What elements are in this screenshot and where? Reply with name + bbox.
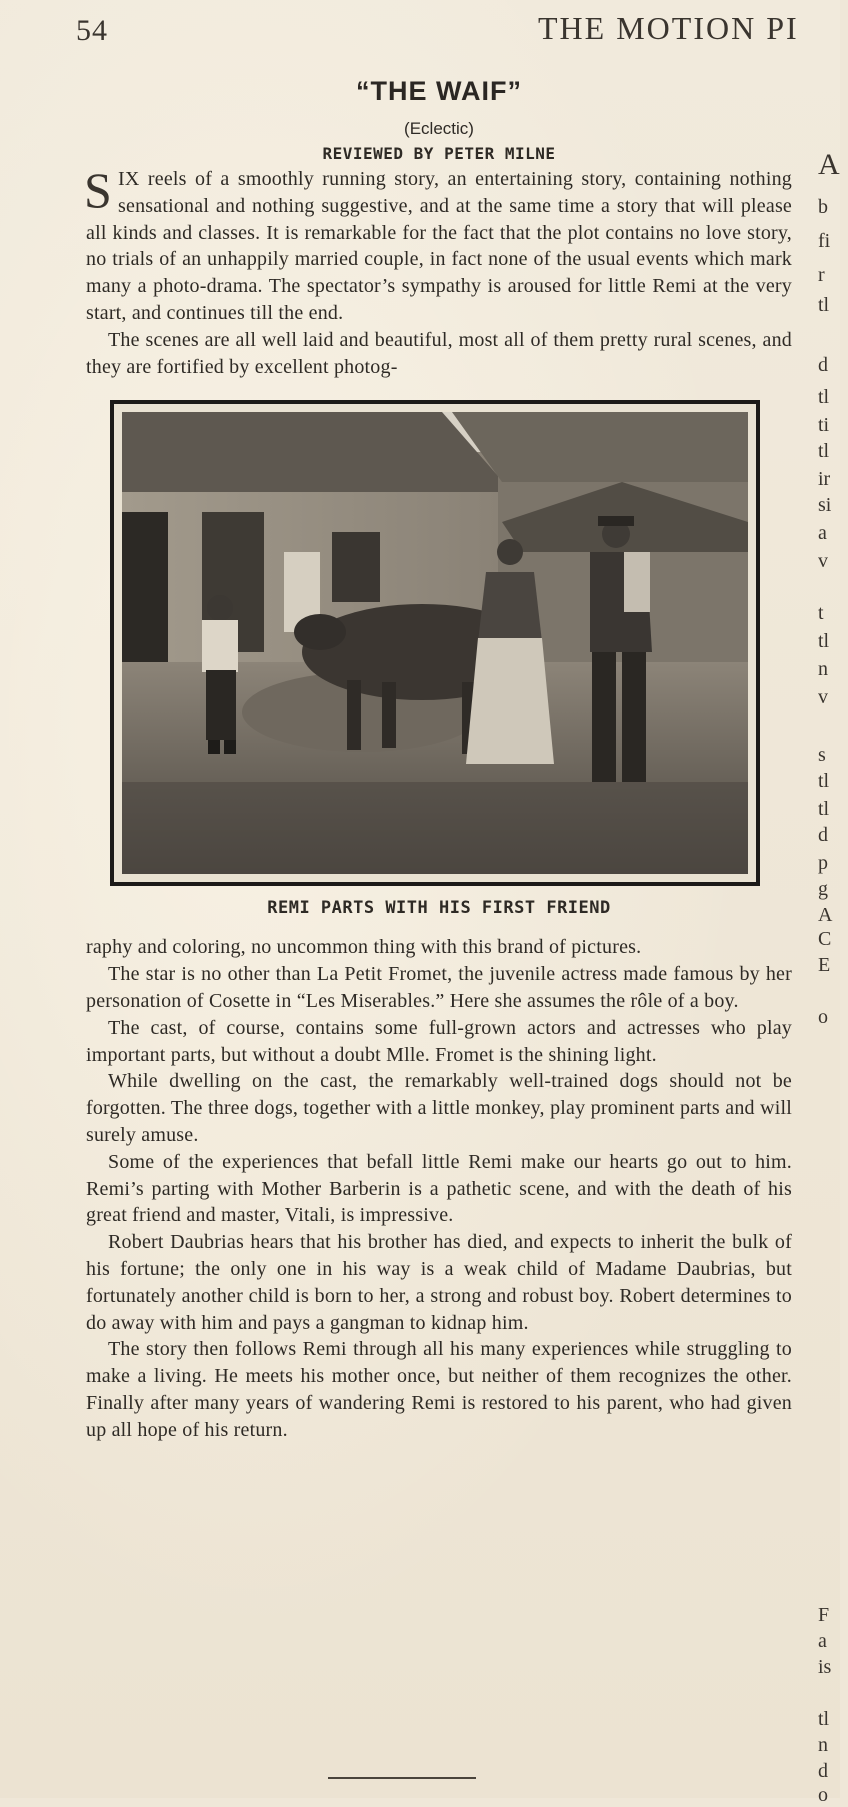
article-title: “THE WAIF” — [356, 76, 522, 106]
article-subtitle: (Eclectic) — [404, 119, 474, 138]
column-fragment: d — [818, 354, 828, 376]
column-fragment: a — [818, 1630, 827, 1652]
column-fragment: A — [818, 148, 840, 181]
article-body-bottom — [86, 934, 792, 1443]
paragraph: Some of the experiences that befall little Remi make our hearts go out to him. Remi’s parting with Mother Barberin is a pathetic scene, and with the death of his great friend and master, Vitali, is impressive. — [86, 1150, 792, 1227]
column-fragment: d — [818, 824, 828, 846]
column-fragment: fi — [818, 230, 831, 252]
column-fragment: tl — [818, 440, 830, 462]
column-fragment: tl — [818, 294, 830, 316]
paragraph-text: IX reels of a smoothly running story, an entertaining story, containing nothing sensational and nothing suggestive, and at the same time a story that will please all kinds and classes. It is remarkable for the fact that the plot contains no love story, no trials of an unhappily married couple, in fact none of the usual events which mark many a photo-drama. The spectator’s sympathy is aroused for little Remi at the very start, and continues till the end. — [86, 168, 792, 324]
paragraph — [84, 162, 792, 327]
column-fragment: tl — [818, 770, 830, 792]
column-fragment: v — [818, 550, 828, 572]
column-fragment: ir — [818, 468, 831, 490]
column-fragment: b — [818, 196, 828, 218]
paragraph: The star is no other than La Petit Fromet, the juvenile actress made famous by her personation of Cosette in “Les Miserables.” Here she assumes the rôle of a boy. — [86, 963, 792, 1012]
column-fragment: n — [818, 1734, 828, 1756]
column-fragment: tl — [818, 630, 830, 652]
column-fragment: A — [818, 904, 833, 926]
paragraph: raphy and coloring, no uncommon thing with this brand of pictures. — [86, 936, 642, 959]
column-fragment: r — [818, 264, 825, 286]
column-fragment: tl — [818, 1708, 830, 1730]
column-fragment: p — [818, 852, 828, 874]
page-number: 54 — [76, 14, 108, 47]
column-fragment: o — [818, 1006, 828, 1028]
adjacent-column-fragment — [818, 148, 848, 1806]
column-fragment: tl — [818, 798, 830, 820]
paragraph: The scenes are all well laid and beautiful, most all of them pretty rural scenes, and they are fortified by excellent photog- — [86, 328, 792, 378]
photo-caption: REMI PARTS WITH HIS FIRST FRIEND — [267, 898, 611, 919]
paragraph: Robert Daubrias hears that his brother has died, and expects to inherit the bulk of his fortune; the only one in his way is a weak child of Madame Daubrias, but fortunately another child is born to her, a strong and robust boy. Robert determines to do away with him and pays a gangman to kidnap him. — [86, 1231, 792, 1334]
column-fragment: si — [818, 494, 832, 516]
column-fragment: o — [818, 1784, 828, 1806]
column-fragment: C — [818, 928, 832, 950]
column-fragment: t — [818, 602, 824, 624]
column-fragment: n — [818, 658, 828, 680]
article-body-top — [84, 162, 792, 380]
column-fragment: ti — [818, 414, 830, 436]
column-fragment: tl — [818, 386, 830, 408]
paragraph: The story then follows Remi through all his many experiences while struggling to make a living. He meets his mother once, but neither of them recognizes the other. Finally after many years of wandering Remi is restored to his parent, who had given up all hope of his return. — [86, 1338, 792, 1441]
paragraph: The cast, of course, contains some full-grown actors and actresses who play important parts, but without a doubt Mlle. Fromet is the shining light. — [86, 1016, 792, 1066]
column-fragment: a — [818, 522, 827, 544]
column-fragment: v — [818, 686, 828, 708]
column-fragment: d — [818, 1760, 828, 1782]
column-fragment: s — [818, 744, 826, 766]
farmyard-photo-illustration — [122, 412, 748, 874]
column-fragment: g — [818, 878, 828, 900]
photograph — [110, 400, 760, 886]
column-fragment: F — [818, 1604, 830, 1626]
column-fragment: E — [818, 954, 831, 976]
column-fragment: is — [818, 1656, 832, 1678]
article — [86, 74, 792, 1444]
paragraph: While dwelling on the cast, the remarkably well-trained dogs should not be forgotten. The three dogs, together with a little monkey, play prominent parts and will surely amuse. — [86, 1070, 792, 1146]
closing-rule — [328, 1777, 476, 1779]
running-head: THE MOTION PI — [538, 10, 799, 46]
article-byline: REVIEWED BY PETER MILNE — [322, 144, 556, 163]
drop-cap: S — [84, 162, 113, 218]
